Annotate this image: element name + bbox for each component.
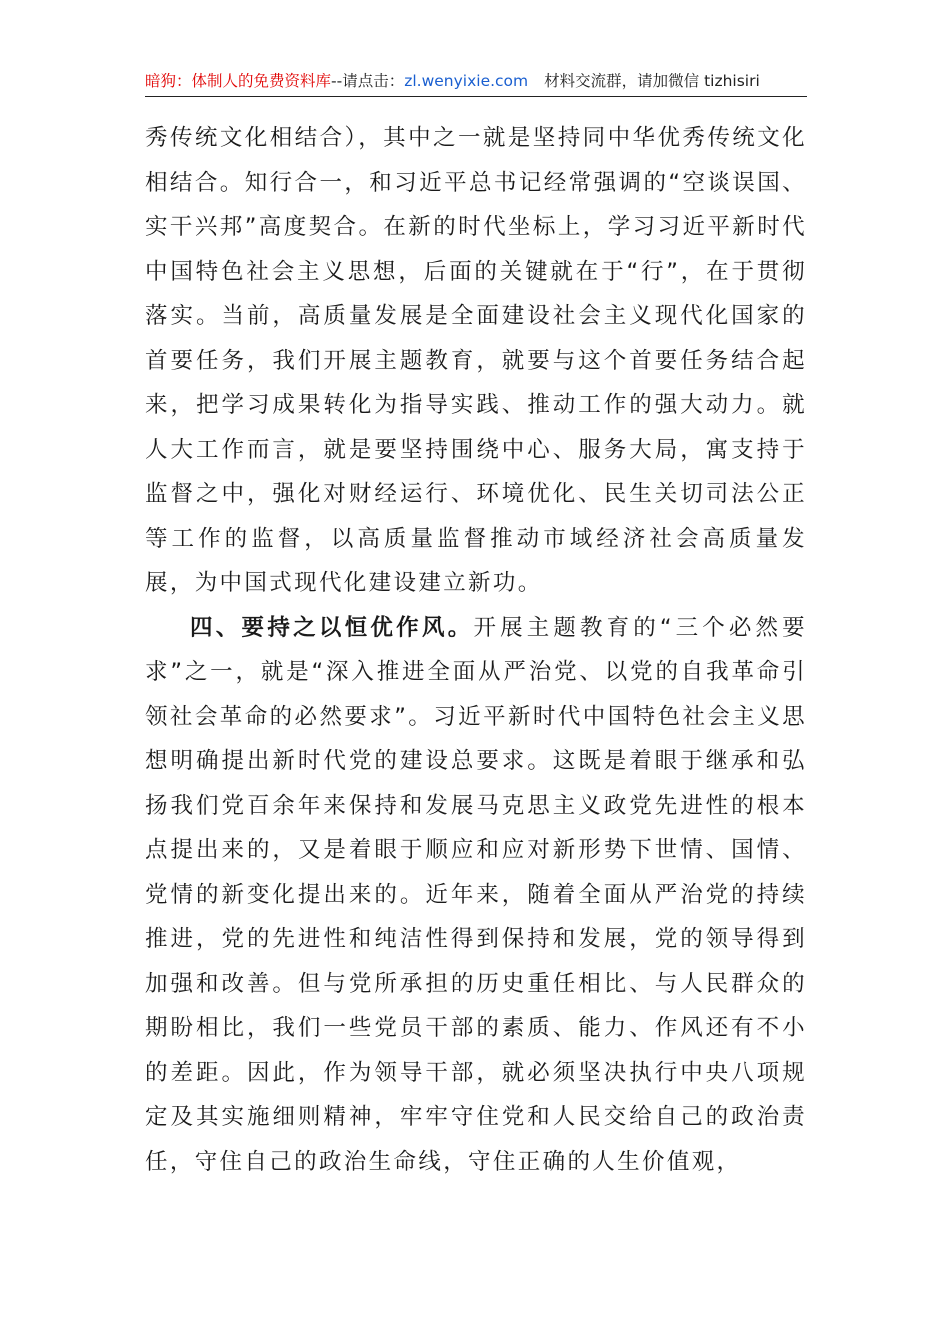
site-name: 暗狗：体制人的免费资料库 <box>145 72 332 90</box>
section-heading: 四、要持之以恒优作风。 <box>190 614 474 641</box>
contact-info: 材料交流群，请加微信 tizhisiri <box>544 72 760 90</box>
site-link[interactable]: zl.wenyixie.com <box>404 72 529 90</box>
page-header <box>145 66 807 97</box>
document-body <box>145 116 807 1184</box>
paragraph-1-text: 秀传统文化相结合），其中之一就是坚持同中华优秀传统文化相结合。知行合一，和习近平总书记经常强调的“空谈误国、实干兴邦”高度契合。在新的时代坐标上，学习习近平新时代中国特色社会主义思想，后面的关键就在于“行”，在于贯彻落实。当前，高质量发展是全面建设社会主义现代化国家的首要任务，我们开展主题教育，就要与这个首要任务结合起来，把学习成果转化为指导实践、推动工作的强大动力。就人大工作而言，就是要坚持围绕中心、服务大局，寓支持于监督之中，强化对财经运行、环境优化、民生关切司法公正等工作的监督，以高质量监督推动市域经济社会高质量发展，为中国式现代化建设建立新功。 <box>145 125 807 596</box>
paragraph-2 <box>145 606 807 1185</box>
paragraph-2-text: 开展主题教育的“三个必然要求”之一，就是“深入推进全面从严治党、以党的自我革命引领社会革命的必然要求”。习近平新时代中国特色社会主义思想明确提出新时代党的建设总要求。这既是着眼于继承和弘扬我们党百余年来保持和发展马克思主义政党先进性的根本点提出来的，又是着眼于顺应和应对新形势下世情、国情、党情的新变化提出来的。近年来，随着全面从严治党的持续推进，党的先进性和纯洁性得到保持和发展，党的领导得到加强和改善。但与党所承担的历史重任相比、与人民群众的期盼相比，我们一些党员干部的素质、能力、作风还有不小的差距。因此，作为领导干部，就必须坚决执行中央八项规定及其实施细则精神，牢牢守住党和人民交给自己的政治责任，守住自己的政治生命线，守住正确的人生价值观， <box>145 614 807 1175</box>
paragraph-1 <box>145 116 807 606</box>
click-prompt: --请点击： <box>331 72 405 90</box>
